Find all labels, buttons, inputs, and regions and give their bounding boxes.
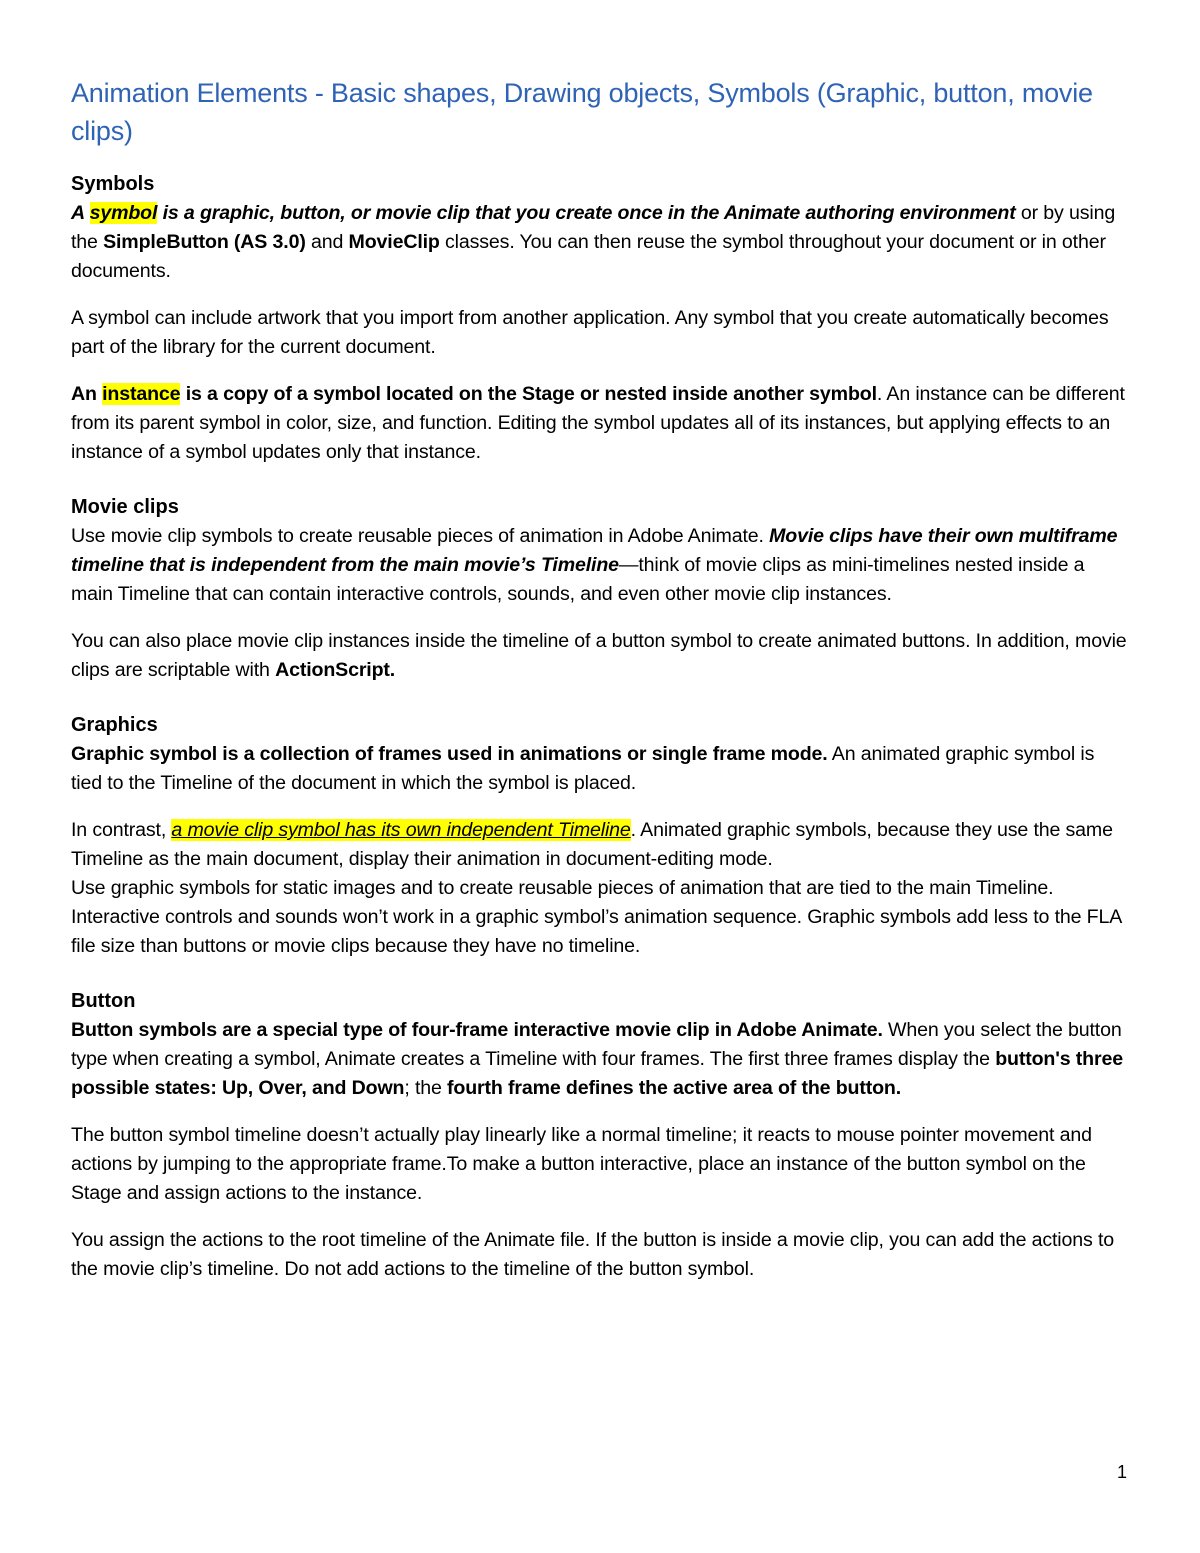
section-heading-symbols: Symbols: [71, 173, 155, 195]
text-run: ActionScript.: [275, 659, 396, 681]
text-run: . Animated graphic symbols, because they use the same Timeline as the main document, display their animation in document-editing mode.: [71, 819, 1113, 870]
text-run: classes. You can then reuse the symbol throughout your document or in other documents.: [71, 231, 1106, 282]
text-run: ; the: [404, 1077, 448, 1099]
highlighted-term-instance: instance: [102, 383, 181, 405]
page-title: Animation Elements - Basic shapes, Drawing objects, Symbols (Graphic, button, movie clips): [71, 78, 1093, 146]
section-heading-graphics: Graphics: [71, 714, 158, 736]
symbols-paragraph-1: [71, 199, 1130, 286]
graphics-paragraph-3: Use graphic symbols for static images and to create reusable pieces of animation that are tied to the main Timeline. Interactive controls and sounds won’t work in a graphic symbol’s animation sequence. Graphic symbols add less to the FLA file size than buttons or movie clips because they have no timeline.: [71, 877, 1122, 957]
page-number: 1: [1116, 1462, 1127, 1482]
text-run: or by using the: [71, 202, 1116, 253]
graphics-paragraph-2: [71, 816, 1130, 874]
text-run: An animated graphic symbol is tied to the Timeline of the document in which the symbol is placed.: [71, 743, 1095, 794]
text-run: Movie clips have their own multiframe timeline that is independent from the main movie’s Timeline: [71, 525, 1118, 576]
section-graphics: [71, 711, 1130, 961]
movie-clips-paragraph-1: [71, 522, 1130, 609]
text-run: is a copy of a symbol located on the Stage or nested inside another symbol: [180, 383, 877, 405]
section-movie-clips: [71, 493, 1130, 685]
text-run: Use movie clip symbols to create reusable pieces of animation in Adobe Animate.: [71, 525, 770, 547]
text-run: fourth frame defines the active area of the button.: [447, 1077, 902, 1099]
button-paragraph-1: [71, 1016, 1130, 1103]
text-run: Graphic symbol is a collection of frames used in animations or single frame mode.: [71, 743, 828, 765]
text-run: is a graphic, button, or movie clip that you create once in the Animate authoring environment: [157, 202, 1016, 224]
text-run: Button symbols are a special type of four-frame interactive movie clip in Adobe Animate.: [71, 1019, 883, 1041]
movie-clips-paragraph-2: [71, 627, 1130, 685]
symbols-paragraph-3: [71, 380, 1130, 467]
text-run: . An instance can be different from its parent symbol in color, size, and function. Editing the symbol updates all of its instances, but applying effects to an instance of a symbol updates only that instance.: [71, 383, 1125, 463]
text-run: —think of movie clips as mini-timelines nested inside a main Timeline that can contain interactive controls, sounds, and even other movie clip instances.: [71, 554, 1085, 605]
text-run: In contrast,: [71, 819, 172, 841]
text-run: An: [71, 383, 103, 405]
highlighted-term-symbol: symbol: [89, 202, 158, 224]
section-heading-button: Button: [71, 990, 136, 1012]
text-run: button's three possible states: Up, Over, and Down: [71, 1048, 1123, 1099]
text-run: You can also place movie clip instances inside the timeline of a button symbol to create animated buttons. In addition, movie clips are scriptable with: [71, 630, 1127, 681]
section-symbols: [71, 170, 1130, 467]
section-heading-movie-clips: Movie clips: [71, 496, 179, 518]
button-paragraph-2: The button symbol timeline doesn’t actually play linearly like a normal timeline; it reacts to mouse pointer movement and actions by jumping to the appropriate frame.To make a button interactive, place an instance of the button symbol on the Stage and assign actions to the instance.: [71, 1124, 1092, 1204]
graphics-paragraph-1: [71, 740, 1130, 798]
button-paragraph-3: You assign the actions to the root timeline of the Animate file. If the button is inside a movie clip, you can add the actions to the movie clip’s timeline. Do not add actions to the timeline of the button symbol.: [71, 1229, 1114, 1280]
text-run: When you select the button type when creating a symbol, Animate creates a Timeline with four frames. The first three frames display the: [71, 1019, 1122, 1070]
text-run: and: [305, 231, 349, 253]
highlighted-phrase: a movie clip symbol has its own independent Timeline: [171, 819, 631, 841]
section-button: [71, 987, 1130, 1284]
text-run: SimpleButton (AS 3.0): [103, 231, 306, 253]
text-run: MovieClip: [348, 231, 440, 253]
text-run: A: [71, 202, 90, 224]
symbols-paragraph-2: A symbol can include artwork that you import from another application. Any symbol that you create automatically becomes part of the library for the current document.: [71, 307, 1109, 358]
